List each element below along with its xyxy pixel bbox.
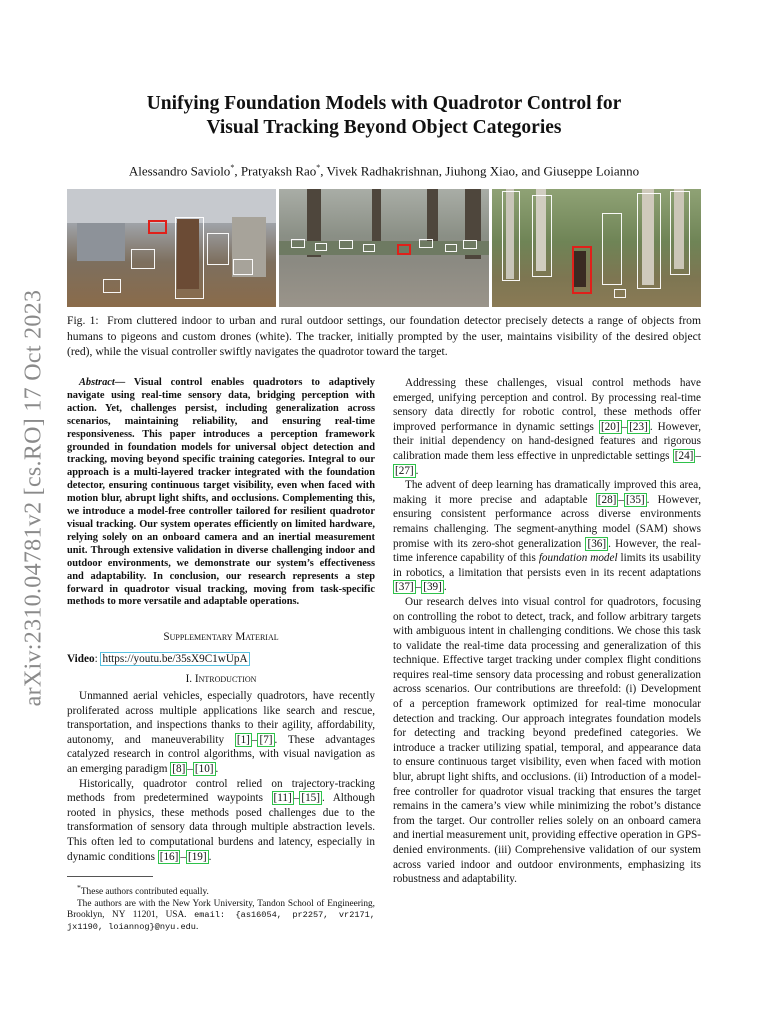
detection-box (175, 217, 204, 299)
detection-box (207, 233, 229, 265)
video-link[interactable]: https://youtu.be/35sX9C1wUpA (102, 652, 248, 665)
citation[interactable]: [1] (236, 733, 250, 746)
author-emails: {as16054, pr2257, vr2171, jx1190, loiannog}@nyu.edu (67, 910, 375, 932)
citation[interactable]: [8] (172, 763, 186, 776)
rural-photo (492, 189, 701, 307)
author-2: Pratyaksh Rao (240, 163, 317, 179)
abstract: Abstract— Visual control enables quadrotors to adaptively navigate using real-time sensory data, bridging perception with action. Yet, challenges persist, including generalization across scenarios, maintaining reliability, and ensuring real-time responsiveness. This paper introduces a perception framework grounded in foundation models for universal object detection and tracking, moving beyond specific training categories. Integral to our approach is a multi-layered tracker integrated with the foundation detector, ensuring continuous target visibility, even when faced with motion blur, abrupt light shifts, and occlusions. Complementing this, we introduce a model-free controller tailored for resilient quadrotor visual tracking. Our system operates efficiently on limited hardware, relying solely on an onboard camera and an inertial measurement unit. Through extensive validation in diverse challenging indoor and outdoor environments, we demonstrate our system’s effectiveness and adaptability. In conclusion, our research represents a step forward in quadrotor visual tracking, moving from task-specific methods to more versatile and adaptable operations. (67, 377, 375, 608)
tracked-target-box (572, 246, 592, 294)
detection-box (637, 193, 661, 289)
detection-box (315, 243, 327, 251)
video-line: Video: https://youtu.be/35sX9C1wUpA (67, 652, 248, 665)
author-1: Alessandro Saviolo (128, 163, 231, 179)
citation[interactable]: [10] (194, 763, 214, 776)
detection-box (339, 240, 353, 249)
left-column (67, 377, 375, 933)
footnote-rule (67, 876, 153, 877)
right-paragraph-3: Our research delves into visual control for quadrotors, focusing on controlling the robot to detect, track, and follow arbitrary targets with ambiguous intent in challenging conditions. We chose this task to validate the real-time data processing and generalization of this technique. Effective target tracking under complex flight conditions requires real-time sensory data processing and robust generalization across scenarios. Our contributions are threefold: (i) Development of a perception framework optimized for real-time monocular detection and tracking. Our approach integrates foundation models for detecting and tracking beyond predefined categories. We introduce a tracker utilizing spatial, temporal, and appearance data to ensure continuous target visibility, even when faced with motion blur, abrupt light shifts, and occlusions. (ii) Introduction of a model-free controller for quadrotor visual tracking that ensures the target remains in the camera’s view while minimizing the robot’s distance from the target. Our controller relies solely on an onboard camera and inertial measurement unit, providing effective operation in GPS-denied environments. (iii) Comprehensive validation of our system across varied indoor and outdoor environments, emphasizing its robustness and adaptability. (393, 595, 701, 886)
detection-box (670, 191, 690, 275)
tracked-target-box (397, 244, 411, 255)
detection-box (532, 195, 552, 277)
citation[interactable]: [7] (259, 733, 273, 746)
citation[interactable]: [28] (597, 493, 617, 506)
detection-box (363, 244, 375, 252)
detection-box (233, 259, 253, 275)
title-line-1: Unifying Foundation Models with Quadrotor Control for (146, 93, 622, 114)
citation[interactable]: [23] (629, 420, 648, 433)
urban-photo (279, 189, 488, 307)
arxiv-stamp: arXiv:2310.04781v2 [cs.RO] 17 Oct 2023 (20, 289, 47, 707)
intro-paragraph-2: Historically, quadrotor control relied on trajectory-tracking methods from predetermined waypoints [11] – [15] . Although rooted in physics, these methods posed challenges due to the transformation of sensory data through multiple abstraction levels. This often led to computational burdens and latency, especially in dynamic conditions [16] – [19] . (67, 777, 375, 863)
figure-1 (67, 189, 701, 307)
detection-box (103, 279, 121, 293)
citation[interactable]: [19] (187, 850, 207, 863)
detection-box (445, 244, 457, 252)
right-column (393, 376, 701, 887)
other-authors: Vivek Radhakrishnan, Jiuhong Xiao, and Giuseppe Loianno (326, 163, 640, 179)
tracked-target-box (148, 220, 167, 234)
detection-box (463, 240, 477, 249)
detection-box (291, 239, 305, 248)
citation[interactable]: [24] (674, 449, 694, 462)
right-paragraph-2: The advent of deep learning has dramatically improved this area, making it more precise and adaptable [28] – [35] . However, ensuring consistent performance across diverse environments remains challenging. The segment-anything model (SAM) shows promise with its zero-shot generalization [36] . However, the real-time inference capability of this foundation model limits its usability in robotics, a limitation that persists even in its recent adaptations [37] – [39] . (393, 479, 702, 594)
citation[interactable]: [20] (600, 420, 620, 433)
citation[interactable]: [39] (423, 581, 442, 594)
citation[interactable]: [16] (159, 850, 179, 863)
paper-title (67, 92, 701, 140)
citation[interactable]: [15] (301, 792, 320, 805)
citation[interactable]: [27] (395, 464, 414, 477)
citation[interactable]: [36] (587, 537, 607, 550)
citation[interactable]: [11] (273, 792, 292, 805)
right-paragraph-1: Addressing these challenges, visual control methods have emerged, unifying perception and control. By processing real-time sensory data directly for robotic control, these methods offer improved performance in dynamic settings [20] – [23] . However, their initial dependency on hand-designed features and rigorous calibration made them less effective in unpredictable settings [24] –[27] . (393, 377, 702, 477)
detection-box (602, 213, 622, 285)
intro-paragraph-1: Unmanned aerial vehicles, especially quadrotors, have recently proliferated across multiple applications like search and rescue, transportation, and inspections thanks to their agility, affordability, autonomy, and maneuverability [1] – [7] . These advantages catalyzed research in control algorithms, with visual navigation as an emerging paradigm [8] – [10] . (67, 690, 375, 776)
figure-caption: Fig. 1: From cluttered indoor to urban and rural outdoor settings, our foundation detector precisely detects a range of objects from humans to pigeons and custom drones (white). The tracker, initially prompted by the user, maintains visibility of the desired object (red), while the visual controller swiftly navigates the quadrotor toward the target. (67, 314, 701, 358)
author-list: Alessandro Saviolo*, Pratyaksh Rao*, Vivek Radhakrishnan, Jiuhong Xiao, and Giuseppe Loianno (128, 163, 640, 179)
detection-box (502, 191, 520, 281)
equal-contrib-mark: * (316, 163, 321, 172)
section-heading-introduction: I. Introduction (185, 672, 257, 685)
title-line-2: Visual Tracking Beyond Object Categories (206, 117, 562, 138)
citation[interactable]: [37] (395, 581, 414, 594)
citation[interactable]: [35] (626, 493, 645, 506)
detection-box (131, 249, 155, 269)
section-heading-supplementary: Supplementary Material (163, 631, 279, 644)
equal-contrib-mark: * (230, 163, 235, 172)
footnote: *These authors contributed equally. The authors are with the New York University, Tandon School of Engineering, Brooklyn, NY 11201, USA. email: {as16054, pr2257, vr2171, jx1190, loiannog}@nyu.edu. (67, 876, 375, 933)
indoor-photo (67, 189, 276, 307)
detection-box (419, 239, 433, 248)
detection-box (614, 289, 626, 298)
